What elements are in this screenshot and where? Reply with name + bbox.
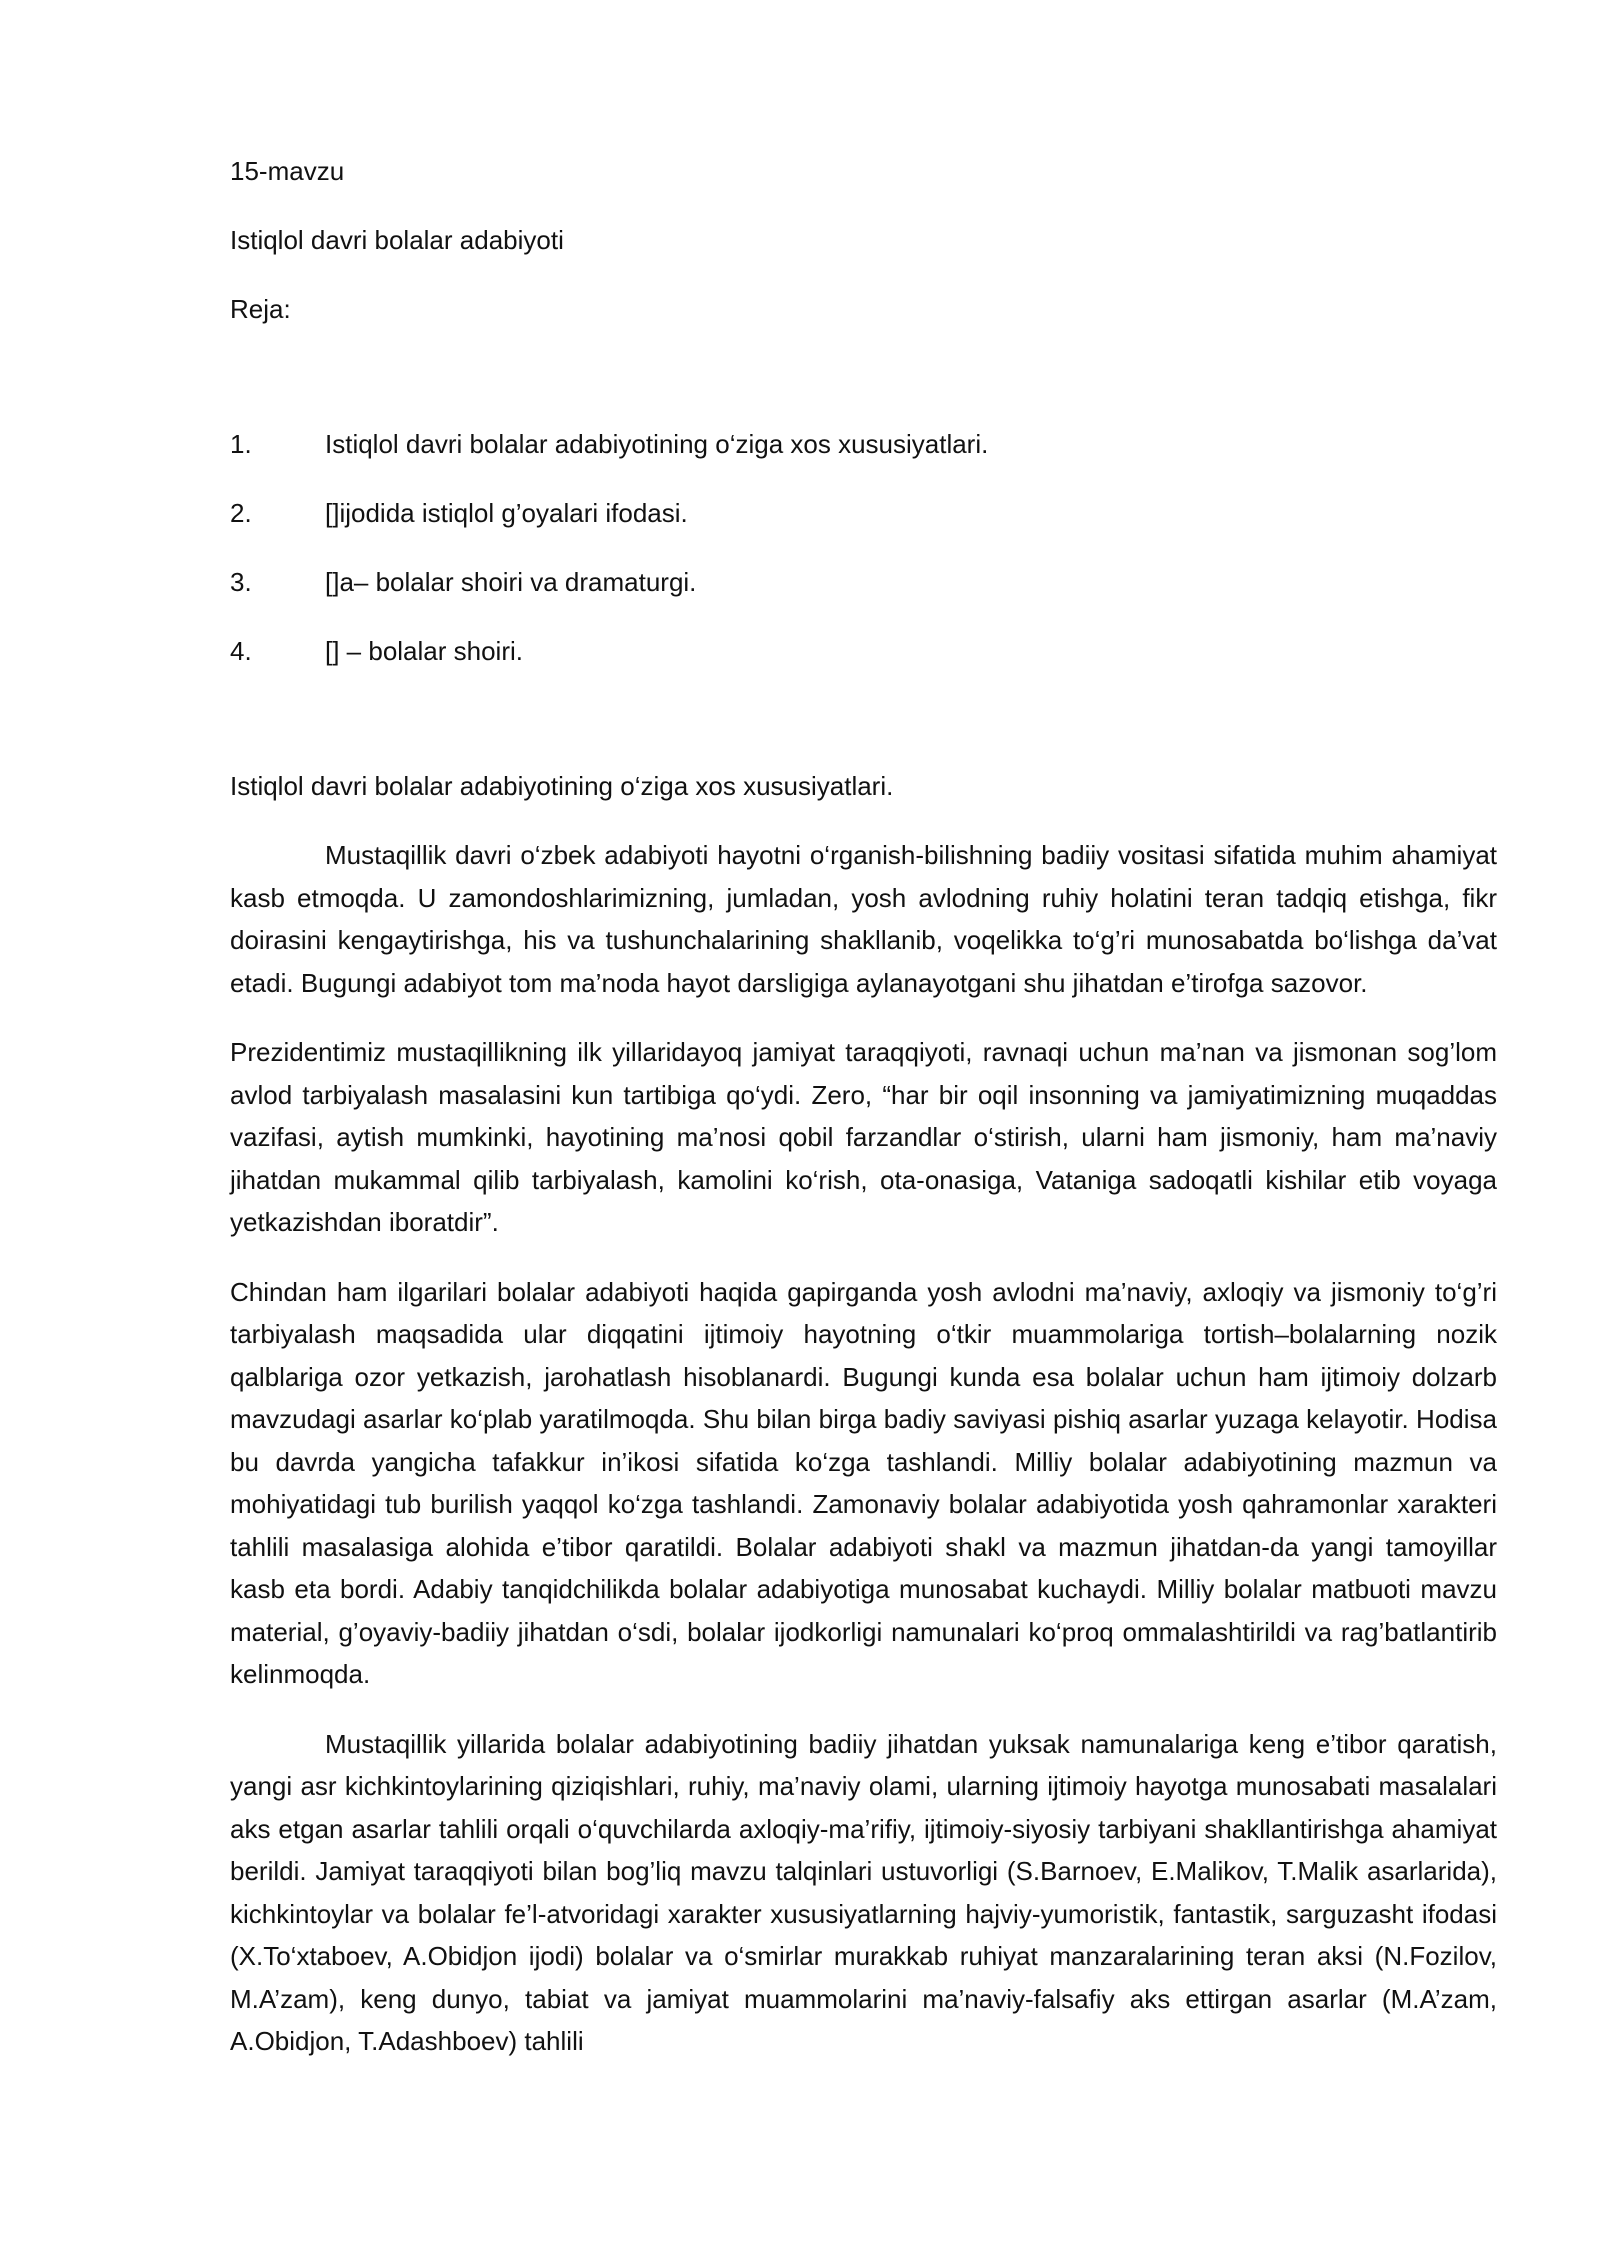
body-paragraph: Prezidentimiz mustaqillikning ilk yillaridayoq jamiyat taraqqiyoti, ravnaqi uchun ma’nan va jismonan sog’lom avlod tarbiyalash masalasini kun tartibiga qo‘ydi. Zero, “har bir oqil insonning va jamiyatimizning muqaddas vazifasi, aytish mumkinki, hayotining ma’nosi qobil farzandlar o‘stirish, ularni ham jismoniy, ham ma’naviy jihatdan mukammal qilib tarbiyalash, kamolini ko‘rish, ota-onasiga, Vataniga sadoqatli kishilar etib voyaga yetkazishdan iboratdir”. — [230, 1037, 1497, 1237]
plan-label: Reja: — [230, 294, 291, 324]
plan-item-text: []ijodida istiqlol g’oyalari ifodasi. — [325, 498, 688, 528]
plan-list — [230, 423, 1497, 672]
plan-item — [230, 561, 1497, 603]
body-paragraph: Chindan ham ilgarilari bolalar adabiyoti haqida gapirganda yosh avlodni ma’naviy, axloqiy va jismoniy to‘g’ri tarbiyalash maqsadida ular diqqatini ijtimoiy hayotning o‘tkir muammolariga tortish–bolalarning nozik qalblariga ozor yetkazish, jarohatlash hisoblanardi. Bugungi kunda esa bolalar uchun ham ijtimoiy dolzarb mavzudagi asarlar ko‘plab yaratilmoqda. Shu bilan birga badiy saviyasi pishiq asarlar yuzaga kelayotir. Hodisa bu davrda yangicha tafakkur in’ikosi sifatida ko‘zga tashlandi. Milliy bolalar adabiyotining mazmun va mohiyatidagi tub burilish yaqqol ko‘zga tashlandi. Zamonaviy bolalar adabiyotida yosh qahramonlar xarakteri tahlili masalasiga alohida e’tibor qaratildi. Bolalar adabiyoti shakl va mazmun jihatdan-da yangi tamoyillar kasb eta bordi. Adabiy tanqidchilikda bolalar adabiyotiga munosabat kuchaydi. Milliy bolalar matbuoti mavzu material, g’oyaviy-badiiy jihatdan o‘sdi, bolalar ijodkorligi namunalari ko‘proq ommalashtirildi va rag’batlantirib kelinmoqda. — [230, 1276, 1497, 1689]
plan-item-text: Istiqlol davri bolalar adabiyotining o‘ziga xos xususiyatlari. — [325, 429, 989, 459]
plan-item-number: 2. — [230, 498, 252, 528]
plan-item-text: [] – bolalar shoiri. — [325, 636, 523, 666]
plan-item — [230, 492, 1497, 534]
plan-item-number: 3. — [230, 567, 252, 597]
plan-item-number: 4. — [230, 636, 252, 666]
body-paragraph: Mustaqillik yillarida bolalar adabiyotining badiiy jihatdan yuksak namunalariga keng e’tibor qaratish, yangi asr kichkintoylarining qiziqishlari, ruhiy, ma’naviy olami, ularning ijtimoiy hayotga munosabati masalalari aks etgan asarlar tahlili orqali o‘quvchilarda axloqiy-ma’rifiy, ijtimoiy-siyosiy tarbiyani shakllantirishga ahamiyat berildi. Jamiyat taraqqiyoti bilan bog’liq mavzu talqinlari ustuvorligi (S.Barnoev, E.Malikov, T.Malik asarlarida), kichkintoylar va bolalar fe’l-atvoridagi xarakter xususiyatlarning hajviy-yumoristik, fantastik, sarguzasht ifodasi (X.To‘xtaboev, A.Obidjon ijodi) bolalar va o‘smirlar murakkab ruhiyat manzaralarining teran aksi (N.Fozilov, M.A’zam), keng dunyo, tabiat va jamiyat muammolarini ma’naviy-falsafiy aks ettirgan asarlar (M.A’zam, A.Obidjon, T.Adashboev) tahlili — [230, 1728, 1497, 2056]
document-title: Istiqlol davri bolalar adabiyoti — [230, 225, 564, 255]
section-title: Istiqlol davri bolalar adabiyotining o‘ziga xos xususiyatlari. — [230, 771, 894, 801]
spacer — [230, 330, 1497, 423]
plan-item — [230, 423, 1497, 465]
topic-number: 15-mavzu — [230, 156, 345, 186]
plan-item-text: []a– bolalar shoiri va dramaturgi. — [325, 567, 697, 597]
plan-item-number: 1. — [230, 429, 252, 459]
plan-item — [230, 630, 1497, 672]
body-paragraph: Mustaqillik davri o‘zbek adabiyoti hayotni o‘rganish-bilishning badiiy vositasi sifatida muhim ahamiyat kasb etmoqda. U zamondoshlarimizning, jumladan, yosh avlodning ruhiy holatini teran tadqiq etishga, fikr doirasini kengaytirishga, his va tushunchalarining shakllanib, voqelikka to‘g’ri munosabatda bo‘lishga da’vat etadi. Bugungi adabiyot tom ma’noda hayot darsligiga aylanayotgani shu jihatdan e’tirofga sazovor. — [230, 840, 1497, 998]
